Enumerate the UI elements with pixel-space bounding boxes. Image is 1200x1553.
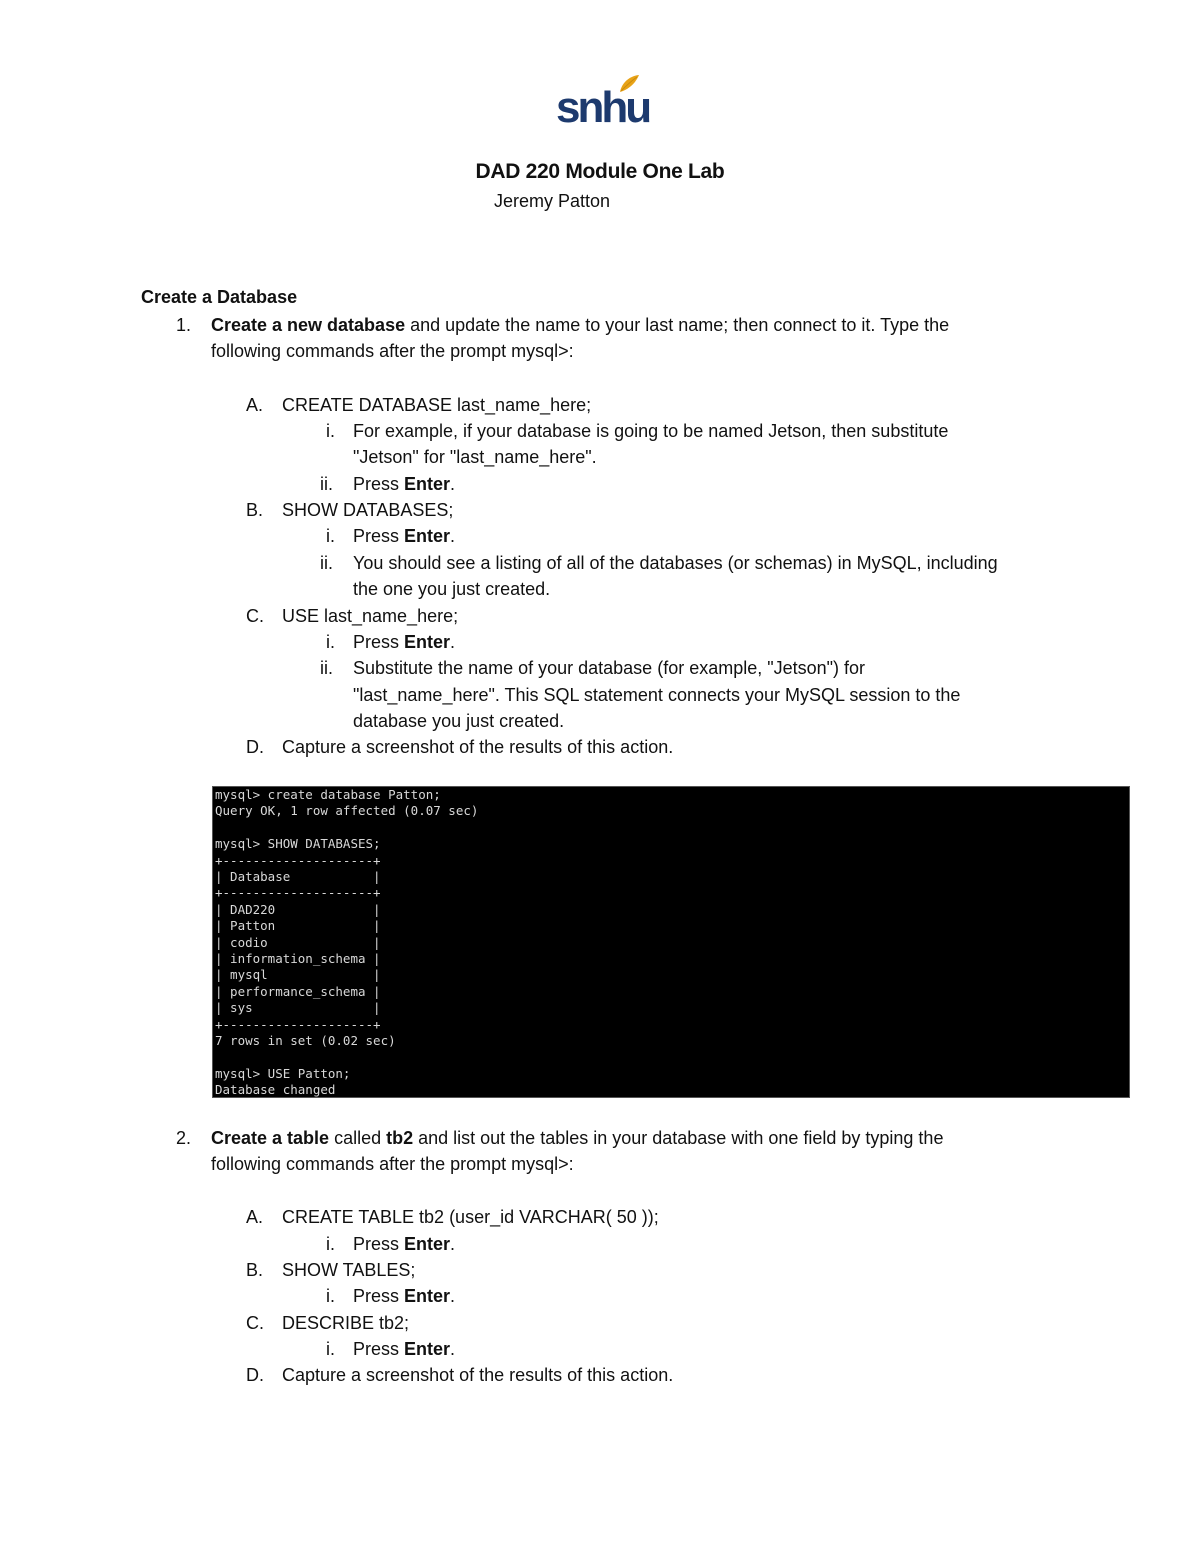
- period: .: [450, 1286, 456, 1306]
- document-title: DAD 220 Module One Lab: [475, 160, 725, 183]
- step-2b-text: SHOW TABLES;: [282, 1260, 416, 1280]
- press-label: Press: [353, 1234, 405, 1254]
- step-2a-i-text: [353, 1231, 455, 1257]
- step-1b-ii-line-2: the one you just created.: [353, 579, 551, 599]
- step-2b-i-num: i.: [326, 1286, 335, 1306]
- step-2b-letter: B.: [246, 1260, 264, 1280]
- step-1b-letter: B.: [246, 500, 264, 520]
- step-2a-letter: A.: [246, 1207, 264, 1227]
- period: .: [450, 1339, 456, 1359]
- step-2c-i-text: [353, 1336, 455, 1362]
- step-1-line-1: [211, 312, 949, 338]
- period: .: [450, 474, 456, 494]
- step-2-rest: and list out the tables in your database with one field by typing the: [413, 1128, 944, 1148]
- step-1-rest: and update the name to your last name; then connect to it. Type the: [405, 315, 950, 335]
- enter-key-label: Enter: [404, 1286, 451, 1306]
- step-1a-ii-num: ii.: [320, 474, 333, 494]
- step-2d-text: Capture a screenshot of the results of this action.: [282, 1365, 674, 1385]
- period: .: [450, 526, 456, 546]
- period: .: [450, 632, 456, 652]
- document-author: Jeremy Patton: [494, 191, 611, 211]
- step-1b-ii-num: ii.: [320, 553, 333, 573]
- press-label: Press: [353, 632, 405, 652]
- step-2-number: 2.: [176, 1128, 192, 1148]
- step-2a-text: CREATE TABLE tb2 (user_id VARCHAR( 50 ));: [282, 1207, 659, 1227]
- press-label: Press: [353, 474, 405, 494]
- step-1a-i-line-2: "Jetson" for "last_name_here".: [353, 447, 597, 467]
- step-2-line-2: following commands after the prompt mysql>:: [211, 1154, 574, 1174]
- step-1c-ii-line-3: database you just created.: [353, 711, 565, 731]
- step-1d-text: Capture a screenshot of the results of this action.: [282, 737, 674, 757]
- press-label: Press: [353, 1339, 405, 1359]
- step-1c-ii-line-2: "last_name_here". This SQL statement connects your MySQL session to the: [353, 685, 961, 705]
- step-1-bold: Create a new database: [211, 315, 406, 335]
- terminal-output: mysql> create database Patton; Query OK, 1 row affected (0.07 sec) mysql> SHOW DATABASES; +--------------------+ | Database | +--------------------+ | DAD220 | | Patton | | codio | | information_schema | | mysql | | performance_schema | | sys | +--------------------+ 7 rows in set (0.02 sec) mysql> USE Patton; Database changed: [215, 787, 479, 1098]
- step-2a-i-num: i.: [326, 1234, 335, 1254]
- step-1c-letter: C.: [246, 606, 264, 626]
- step-1b-i-text: [353, 523, 455, 549]
- step-1a-letter: A.: [246, 395, 264, 415]
- step-1b-ii-line-1: You should see a listing of all of the databases (or schemas) in MySQL, including: [353, 553, 998, 573]
- step-2-bold-2: tb2: [386, 1128, 414, 1148]
- enter-key-label: Enter: [404, 1339, 451, 1359]
- step-2c-i-num: i.: [326, 1339, 335, 1359]
- step-2-line-1: [211, 1125, 943, 1151]
- snhu-logo: [556, 74, 650, 134]
- enter-key-label: Enter: [404, 474, 451, 494]
- period: .: [450, 1234, 456, 1254]
- step-2c-text: DESCRIBE tb2;: [282, 1313, 410, 1333]
- press-label: Press: [353, 526, 405, 546]
- enter-key-label: Enter: [404, 1234, 451, 1254]
- step-1c-i-num: i.: [326, 632, 335, 652]
- logo-wordmark: snhu: [556, 83, 650, 132]
- step-1c-text: USE last_name_here;: [282, 606, 459, 626]
- step-2c-letter: C.: [246, 1313, 264, 1333]
- enter-key-label: Enter: [404, 526, 451, 546]
- step-1a-i-num: i.: [326, 421, 335, 441]
- step-1c-ii-line-1: Substitute the name of your database (for example, "Jetson") for: [353, 658, 866, 678]
- section-heading: Create a Database: [141, 287, 298, 307]
- step-2d-letter: D.: [246, 1365, 264, 1385]
- leaf-icon: [618, 74, 640, 94]
- step-1c-ii-num: ii.: [320, 658, 333, 678]
- step-1c-i-text: [353, 629, 455, 655]
- step-2-bold-1: Create a table: [211, 1128, 330, 1148]
- step-1a-text: CREATE DATABASE last_name_here;: [282, 395, 592, 415]
- step-2-mid: called: [329, 1128, 387, 1148]
- step-1a-ii-text: [353, 471, 455, 497]
- step-1d-letter: D.: [246, 737, 264, 757]
- terminal-screenshot: [212, 786, 1130, 1098]
- step-1-line-2: following commands after the prompt mysql>:: [211, 341, 574, 361]
- step-1-number: 1.: [176, 315, 192, 335]
- press-label: Press: [353, 1286, 405, 1306]
- step-2b-i-text: [353, 1283, 455, 1309]
- step-1b-i-num: i.: [326, 526, 335, 546]
- step-1b-text: SHOW DATABASES;: [282, 500, 454, 520]
- step-1a-i-line-1: For example, if your database is going to be named Jetson, then substitute: [353, 421, 949, 441]
- enter-key-label: Enter: [404, 632, 451, 652]
